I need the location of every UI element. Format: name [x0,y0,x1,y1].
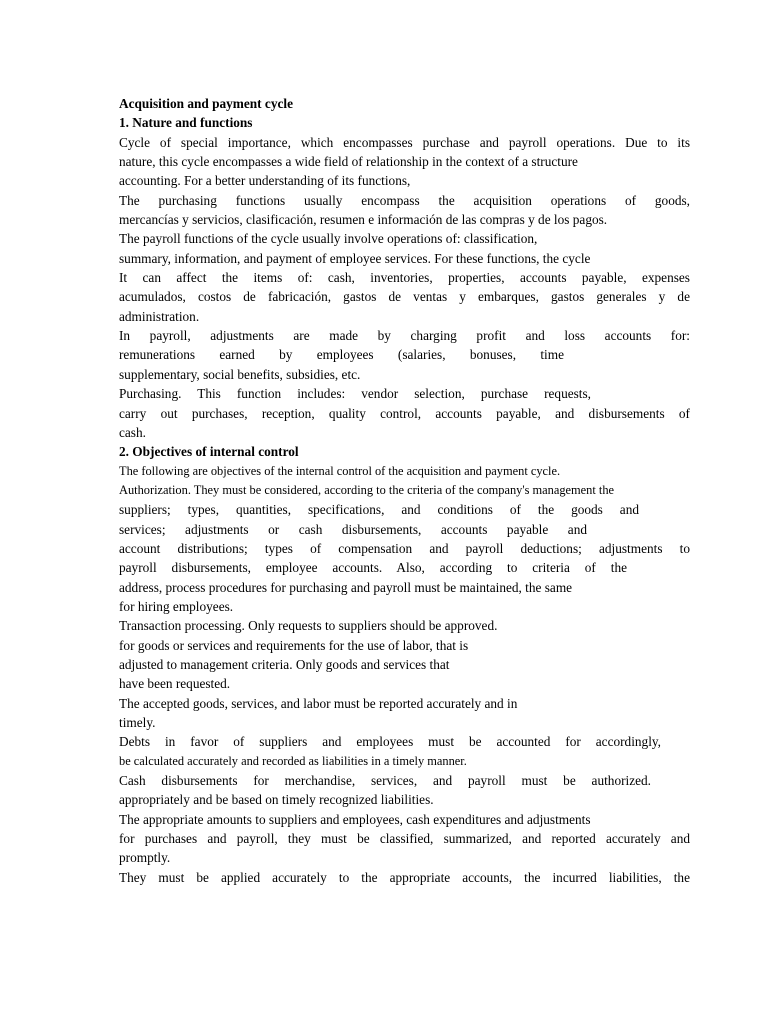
text-line: In payroll, adjustments are made by charging profit and loss accounts for: [119,328,690,344]
text-line: supplementary, social benefits, subsidies, etc. [119,366,361,382]
document-title: Acquisition and payment cycle [119,96,293,111]
text-line: for hiring employees. [119,598,234,614]
text-line: It can affect the items of: cash, inventories, properties, accounts payable, expenses [119,270,690,286]
text-line: cash. [119,424,146,440]
text-line: account distributions; types of compensation and payroll deductions; adjustments to [119,540,690,556]
text-line: The purchasing functions usually encompass the acquisition operations of goods, [119,192,690,208]
text-line: suppliers; types, quantities, specifications, and conditions of the goods and [119,502,639,518]
text-line: promptly. [119,850,171,866]
text-line: have been requested. [119,676,231,692]
text-line: The following are objectives of the internal control of the acquisition and payment cycle. [119,463,561,478]
text-line: mercancías y servicios, clasificación, resumen e información de las compras y de los pagos. [119,212,608,228]
text-line: Cash disbursements for merchandise, services, and payroll must be authorized. [119,773,651,789]
document-page [119,94,690,887]
text-line: Cycle of special importance, which encompasses purchase and payroll operations. Due to its [119,134,690,150]
text-line: Debts in favor of suppliers and employees must be accounted for accordingly, [119,734,661,750]
text-line: adjusted to management criteria. Only goods and services that [119,656,450,672]
text-line: The payroll functions of the cycle usually involve operations of: classification, [119,231,538,247]
text-line: nature, this cycle encompasses a wide field of relationship in the context of a structure [119,154,578,170]
text-line: address, process procedures for purchasing and payroll must be maintained, the same [119,579,573,595]
text-line: appropriately and be based on timely recognized liabilities. [119,792,434,808]
text-line: summary, information, and payment of employee services. For these functions, the cycle [119,250,591,266]
text-line: for goods or services and requirements for the use of labor, that is [119,637,469,653]
text-line: services; adjustments or cash disbursements, accounts payable and [119,521,587,537]
text-line: The accepted goods, services, and labor must be reported accurately and in [119,695,518,711]
text-line: The appropriate amounts to suppliers and employees, cash expenditures and adjustments [119,811,591,827]
text-line: administration. [119,308,200,324]
text-line: They must be applied accurately to the appropriate accounts, the incurred liabilities, the [119,869,690,885]
text-line: timely. [119,715,156,730]
text-line: for purchases and payroll, they must be classified, summarized, and reported accurately and [119,831,690,847]
text-line: Purchasing. This function includes: vendor selection, purchase requests, [119,386,591,402]
section-heading: 1. Nature and functions [119,115,253,131]
text-line: payroll disbursements, employee accounts. Also, according to criteria of the [119,560,627,576]
text-line: be calculated accurately and recorded as liabilities in a timely manner. [119,753,467,768]
text-line: carry out purchases, reception, quality control, accounts payable, and disbursements of [119,405,690,421]
text-line: Transaction processing. Only requests to suppliers should be approved. [119,618,498,634]
text-line: accounting. For a better understanding of its functions, [119,173,411,189]
text-line: remunerations earned by employees (salaries, bonuses, time [119,347,564,363]
text-line: acumulados, costos de fabricación, gastos de ventas y embarques, gastos generales y de [119,289,690,305]
section-heading: 2. Objectives of internal control [119,444,299,460]
text-line: Authorization. They must be considered, according to the criteria of the company's management the [119,482,615,497]
